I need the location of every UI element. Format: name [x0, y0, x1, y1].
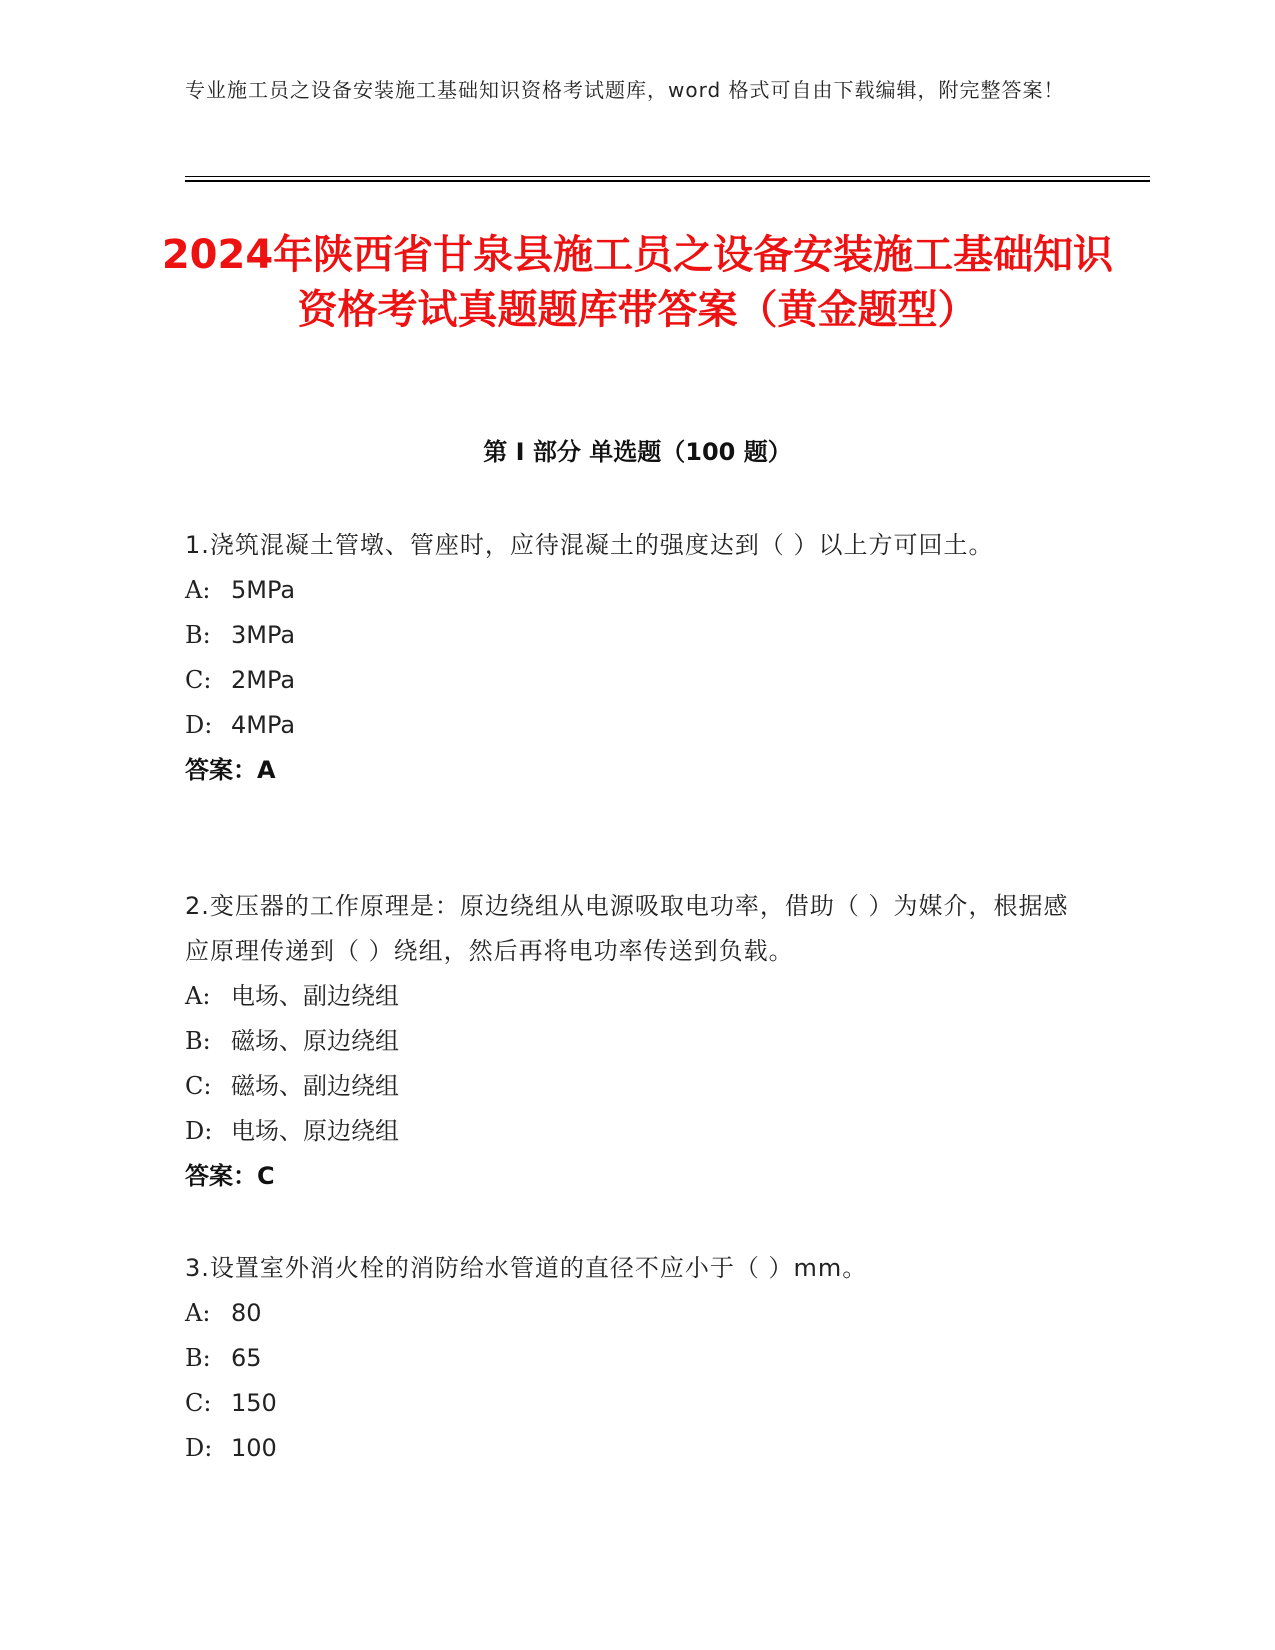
option-letter: D:	[185, 1434, 213, 1462]
option-letter: C:	[185, 666, 212, 694]
document-title: 2024年陕西省甘泉县施工员之设备安装施工基础知识资格考试真题题库带答案（黄金题型）	[161, 232, 1114, 333]
option-text: 150	[231, 1389, 277, 1417]
option-text: 100	[231, 1434, 277, 1462]
option-text: 电场、副边绕组	[231, 982, 399, 1010]
option-letter: C:	[185, 1389, 212, 1417]
option-b	[185, 1336, 1075, 1381]
option-a	[185, 568, 1075, 613]
question-2	[185, 884, 1075, 1199]
option-text: 2MPa	[231, 666, 296, 694]
option-d	[185, 703, 1075, 748]
option-a	[185, 1291, 1075, 1336]
option-letter: A:	[185, 1299, 211, 1327]
section-heading: 第 I 部分 单选题（100 题）	[483, 438, 792, 466]
answer-line: 答案：A	[185, 756, 276, 784]
question-1	[185, 523, 1075, 793]
answer-line: 答案：C	[185, 1162, 275, 1190]
option-d	[185, 1109, 1075, 1154]
option-c	[185, 1064, 1075, 1109]
option-letter: A:	[185, 576, 211, 604]
question-3	[185, 1246, 1075, 1471]
option-b	[185, 1019, 1075, 1064]
header-note: 专业施工员之设备安装施工基础知识资格考试题库，word 格式可自由下载编辑，附完整答案！	[185, 78, 1065, 102]
option-a	[185, 974, 1075, 1019]
option-text: 3MPa	[231, 621, 296, 649]
option-c	[185, 658, 1075, 703]
option-c	[185, 1381, 1075, 1426]
option-letter: D:	[185, 1117, 213, 1145]
option-letter: A:	[185, 982, 211, 1010]
question-stem: 3.设置室外消火栓的消防给水管道的直径不应小于（ ）mm。	[185, 1254, 868, 1282]
option-letter: B:	[185, 621, 211, 649]
option-text: 65	[231, 1344, 262, 1372]
option-text: 电场、原边绕组	[231, 1117, 399, 1145]
option-text: 磁场、副边绕组	[231, 1072, 399, 1100]
question-stem: 1.浇筑混凝土管墩、管座时，应待混凝土的强度达到（ ）以上方可回土。	[185, 531, 994, 559]
header-divider-thick	[185, 180, 1150, 182]
option-letter: D:	[185, 711, 213, 739]
option-letter: C:	[185, 1072, 212, 1100]
option-letter: B:	[185, 1344, 211, 1372]
option-text: 80	[231, 1299, 262, 1327]
option-text: 磁场、原边绕组	[231, 1027, 399, 1055]
option-b	[185, 613, 1075, 658]
option-letter: B:	[185, 1027, 211, 1055]
header-divider-thin	[185, 176, 1150, 177]
option-text: 5MPa	[231, 576, 296, 604]
option-text: 4MPa	[231, 711, 296, 739]
option-d	[185, 1426, 1075, 1471]
question-stem: 2.变压器的工作原理是：原边绕组从电源吸取电功率，借助（ ）为媒介，根据感应原理传递到（ ）绕组，然后再将电功率传送到负载。	[185, 892, 1069, 965]
